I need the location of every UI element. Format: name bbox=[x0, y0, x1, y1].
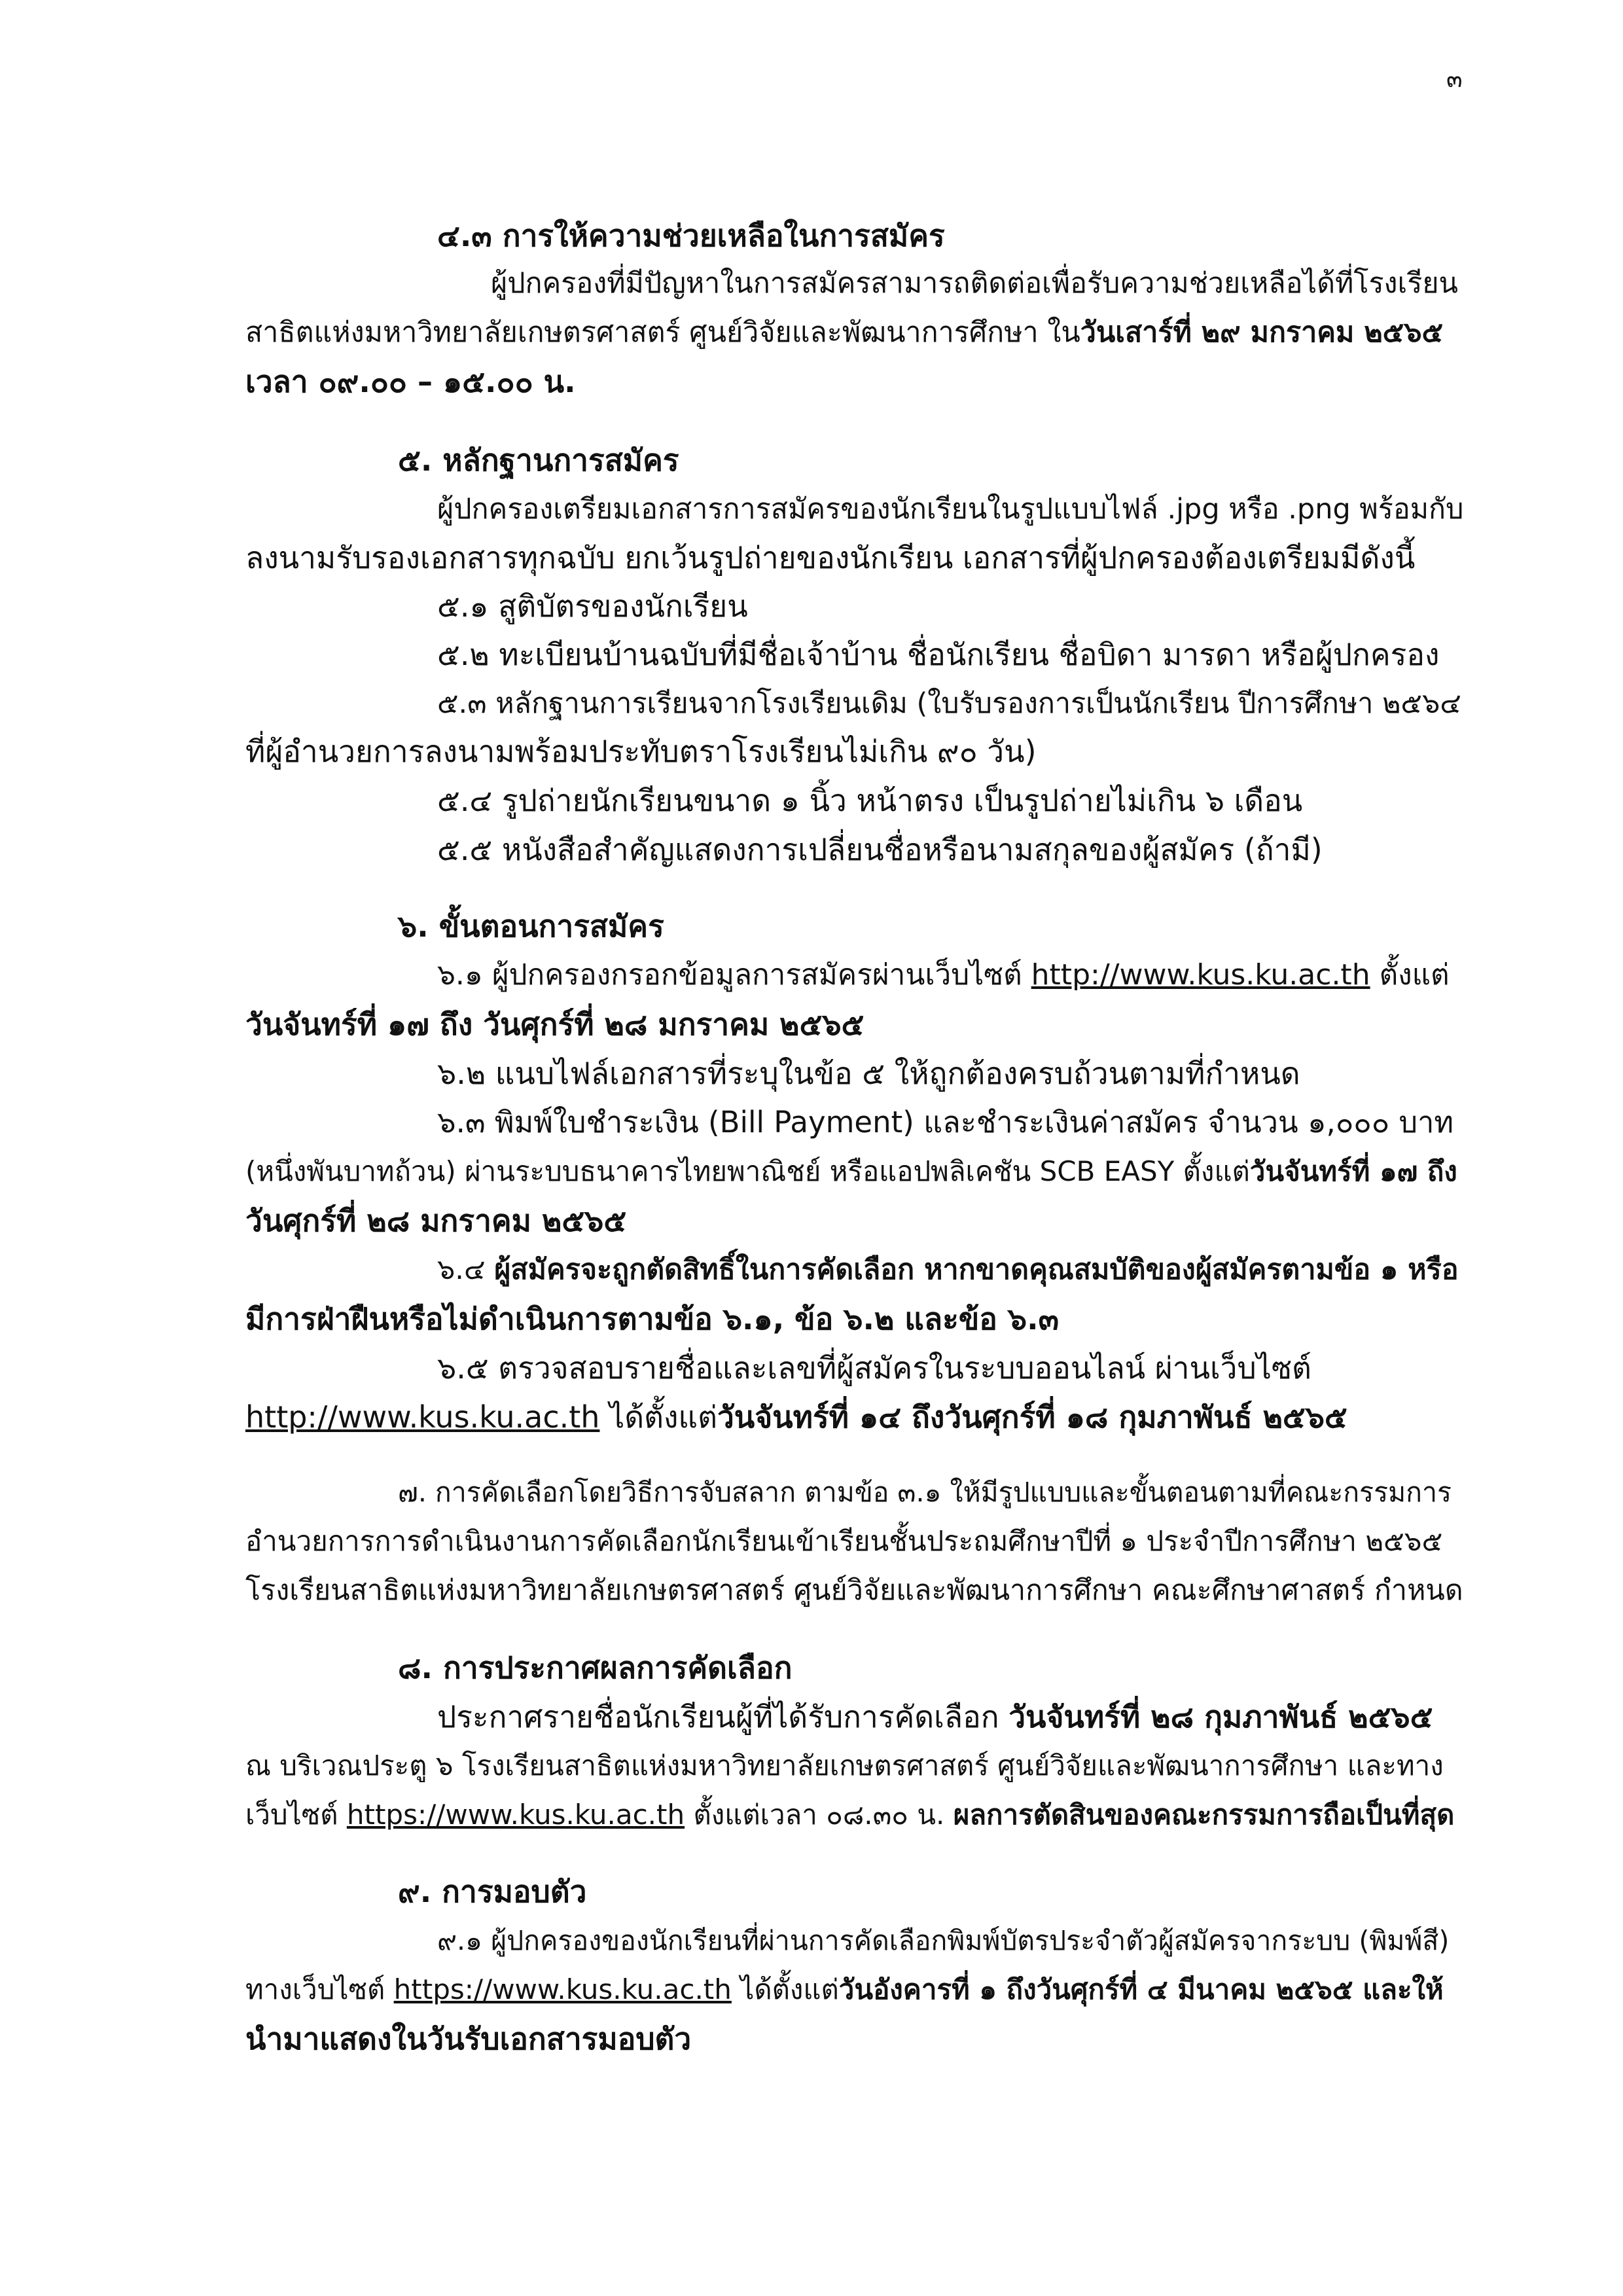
date-emphasis: วันจันทร์ที่ ๒๘ กุมภาพันธ์ ๒๕๖๕ bbox=[1008, 1699, 1433, 1734]
section-5-item: ๕.๔ รูปถ่ายนักเรียนขนาด ๑ นิ้ว หน้าตรง เป็นรูปถ่ายไม่เกิน ๖ เดือน bbox=[437, 783, 1303, 818]
section-4-3-heading: ๔.๓ การให้ความช่วยเหลือในการสมัคร bbox=[437, 218, 945, 253]
section-6-item-cont: http://www.kus.ku.ac.th ได้ตั้งแต่วันจันทร์ที่ ๑๔ ถึงวันศุกร์ที่ ๑๘ กุมภาพันธ์ ๒๕๖๕ bbox=[245, 1399, 1347, 1435]
date-emphasis: วันจันทร์ที่ ๑๔ ถึงวันศุกร์ที่ ๑๘ กุมภาพันธ์ ๒๕๖๕ bbox=[717, 1399, 1347, 1435]
section-6-heading: ๖. ขั้นตอนการสมัคร bbox=[398, 908, 664, 944]
section-9-text: ทางเว็บไซต์ https://www.kus.ku.ac.th ได้ตั้งแต่วันอังคารที่ ๑ ถึงวันศุกร์ที่ ๔ มีนาคม ๒๕๖๕ และให้ bbox=[245, 1973, 1444, 2005]
website-link[interactable]: http://www.kus.ku.ac.th bbox=[1031, 958, 1370, 992]
section-8-text: เว็บไซต์ https://www.kus.ku.ac.th ตั้งแต่เวลา ๐๘.๓๐ น. ผลการตัดสินของคณะกรรมการถือเป็นที่สุด bbox=[245, 1799, 1455, 1831]
section-5-item: ๕.๒ ทะเบียนบ้านฉบับที่มีชื่อเจ้าบ้าน ชื่อนักเรียน ชื่อบิดา มารดา หรือผู้ปกครอง bbox=[437, 637, 1440, 672]
section-6-item: ๖.๒ แนบไฟล์เอกสารที่ระบุในข้อ ๕ ให้ถูกต้องครบถ้วนตามที่กำหนด bbox=[437, 1056, 1300, 1091]
section-5-text: ผู้ปกครองเตรียมเอกสารการสมัครของนักเรียนในรูปแบบไฟล์ .jpg หรือ .png พร้อมกับ bbox=[437, 493, 1464, 526]
section-5-item: ๕.๓ หลักฐานการเรียนจากโรงเรียนเดิม (ใบรับรองการเป็นนักเรียน ปีการศึกษา ๒๕๖๔ bbox=[437, 687, 1461, 720]
section-6-item: ๖.๑ ผู้ปกครองกรอกข้อมูลการสมัครผ่านเว็บไซต์ http://www.kus.ku.ac.th ตั้งแต่ bbox=[437, 958, 1450, 992]
section-6-item: ๖.๔ ผู้สมัครจะถูกตัดสิทธิ์ในการคัดเลือก หากขาดคุณสมบัติของผู้สมัครตามข้อ ๑ หรือ bbox=[437, 1253, 1459, 1286]
section-4-3-time: เวลา ๐๙.๐๐ – ๑๕.๐๐ น. bbox=[245, 364, 576, 399]
section-6-date: วันจันทร์ที่ ๑๗ ถึง วันศุกร์ที่ ๒๘ มกราคม ๒๕๖๕ bbox=[245, 1007, 865, 1042]
section-6-item: ๖.๓ พิมพ์ใบชำระเงิน (Bill Payment) และชำระเงินค่าสมัคร จำนวน ๑,๐๐๐ บาท bbox=[437, 1105, 1454, 1139]
section-7-text: ๗. การคัดเลือกโดยวิธีการจับสลาก ตามข้อ ๓.๑ ให้มีรูปแบบและขั้นตอนตามที่คณะกรรมการ bbox=[398, 1477, 1452, 1508]
date-emphasis: วันจันทร์ที่ ๑๗ ถึง bbox=[1249, 1155, 1457, 1187]
final-decision-text: ผลการตัดสินของคณะกรรมการถือเป็นที่สุด bbox=[953, 1799, 1455, 1831]
section-5-text: ลงนามรับรองเอกสารทุกฉบับ ยกเว้นรูปถ่ายของนักเรียน เอกสารที่ผู้ปกครองต้องเตรียมมีดังนี้ bbox=[245, 540, 1416, 575]
website-link[interactable]: https://www.kus.ku.ac.th bbox=[346, 1799, 685, 1831]
section-4-3-text: สาธิตแห่งมหาวิทยาลัยเกษตรศาสตร์ ศูนย์วิจัยและพัฒนาการศึกษา ในวันเสาร์ที่ ๒๙ มกราคม ๒๕๖๕ bbox=[245, 316, 1444, 349]
section-4-3-text: ผู้ปกครองที่มีปัญหาในการสมัครสามารถติดต่อเพื่อรับความช่วยเหลือได้ที่โรงเรียน bbox=[491, 267, 1458, 300]
section-6-item-cont: (หนึ่งพันบาทถ้วน) ผ่านระบบธนาคารไทยพาณิชย์ หรือแอปพลิเคชัน SCB EASY ตั้งแต่วันจันทร์ที่ ๑๗ ถึง bbox=[245, 1155, 1457, 1187]
section-5-item-cont: ที่ผู้อำนวยการลงนามพร้อมประทับตราโรงเรียนไม่เกิน ๙๐ วัน) bbox=[245, 734, 1037, 769]
section-6-date: วันศุกร์ที่ ๒๘ มกราคม ๒๕๖๕ bbox=[245, 1203, 627, 1238]
section-8-heading: ๘. การประกาศผลการคัดเลือก bbox=[398, 1650, 793, 1685]
section-5-heading: ๕. หลักฐานการสมัคร bbox=[398, 442, 679, 478]
page-number: ๓ bbox=[1446, 66, 1463, 93]
date-emphasis: วันอังคารที่ ๑ ถึงวันศุกร์ที่ ๔ มีนาคม ๒๕๖๕ และให้ bbox=[838, 1973, 1444, 2005]
section-6-item: ๖.๕ ตรวจสอบรายชื่อและเลขที่ผู้สมัครในระบบออนไลน์ ผ่านเว็บไซต์ bbox=[437, 1350, 1311, 1386]
section-9-text-cont: นำมาแสดงในวันรับเอกสารมอบตัว bbox=[245, 2021, 692, 2056]
section-7-text: อำนวยการการดำเนินงานการคัดเลือกนักเรียนเข้าเรียนชั้นประถมศึกษาปีที่ ๑ ประจำปีการศึกษา ๒๕๖๕ bbox=[245, 1525, 1443, 1557]
section-5-item: ๕.๕ หนังสือสำคัญแสดงการเปลี่ยนชื่อหรือนามสกุลของผู้สมัคร (ถ้ามี) bbox=[437, 832, 1323, 867]
website-link[interactable]: https://www.kus.ku.ac.th bbox=[393, 1973, 732, 2005]
warning-text: ผู้สมัครจะถูกตัดสิทธิ์ในการคัดเลือก หากขาดคุณสมบัติของผู้สมัครตามข้อ ๑ หรือ bbox=[494, 1253, 1459, 1286]
section-7-text: โรงเรียนสาธิตแห่งมหาวิทยาลัยเกษตรศาสตร์ ศูนย์วิจัยและพัฒนาการศึกษา คณะศึกษาศาสตร์ กำหนด bbox=[245, 1574, 1463, 1607]
date-emphasis: วันเสาร์ที่ ๒๙ มกราคม ๒๕๖๕ bbox=[1080, 316, 1444, 349]
website-link[interactable]: http://www.kus.ku.ac.th bbox=[245, 1399, 600, 1435]
section-9-text: ๙.๑ ผู้ปกครองของนักเรียนที่ผ่านการคัดเลือกพิมพ์บัตรประจำตัวผู้สมัครจากระบบ (พิมพ์สี) bbox=[437, 1925, 1450, 1956]
section-8-text: ณ บริเวณประตู ๖ โรงเรียนสาธิตแห่งมหาวิทยาลัยเกษตรศาสตร์ ศูนย์วิจัยและพัฒนาการศึกษา และทาง bbox=[245, 1749, 1444, 1782]
section-9-heading: ๙. การมอบตัว bbox=[398, 1874, 587, 1909]
warning-text-cont: มีการฝ่าฝืนหรือไม่ดำเนินการตามข้อ ๖.๑, ข้อ ๖.๒ และข้อ ๖.๓ bbox=[245, 1301, 1060, 1336]
section-8-text: ประกาศรายชื่อนักเรียนผู้ที่ได้รับการคัดเลือก วันจันทร์ที่ ๒๘ กุมภาพันธ์ ๒๕๖๕ bbox=[437, 1699, 1433, 1734]
section-5-item: ๕.๑ สูติบัตรของนักเรียน bbox=[437, 588, 748, 624]
